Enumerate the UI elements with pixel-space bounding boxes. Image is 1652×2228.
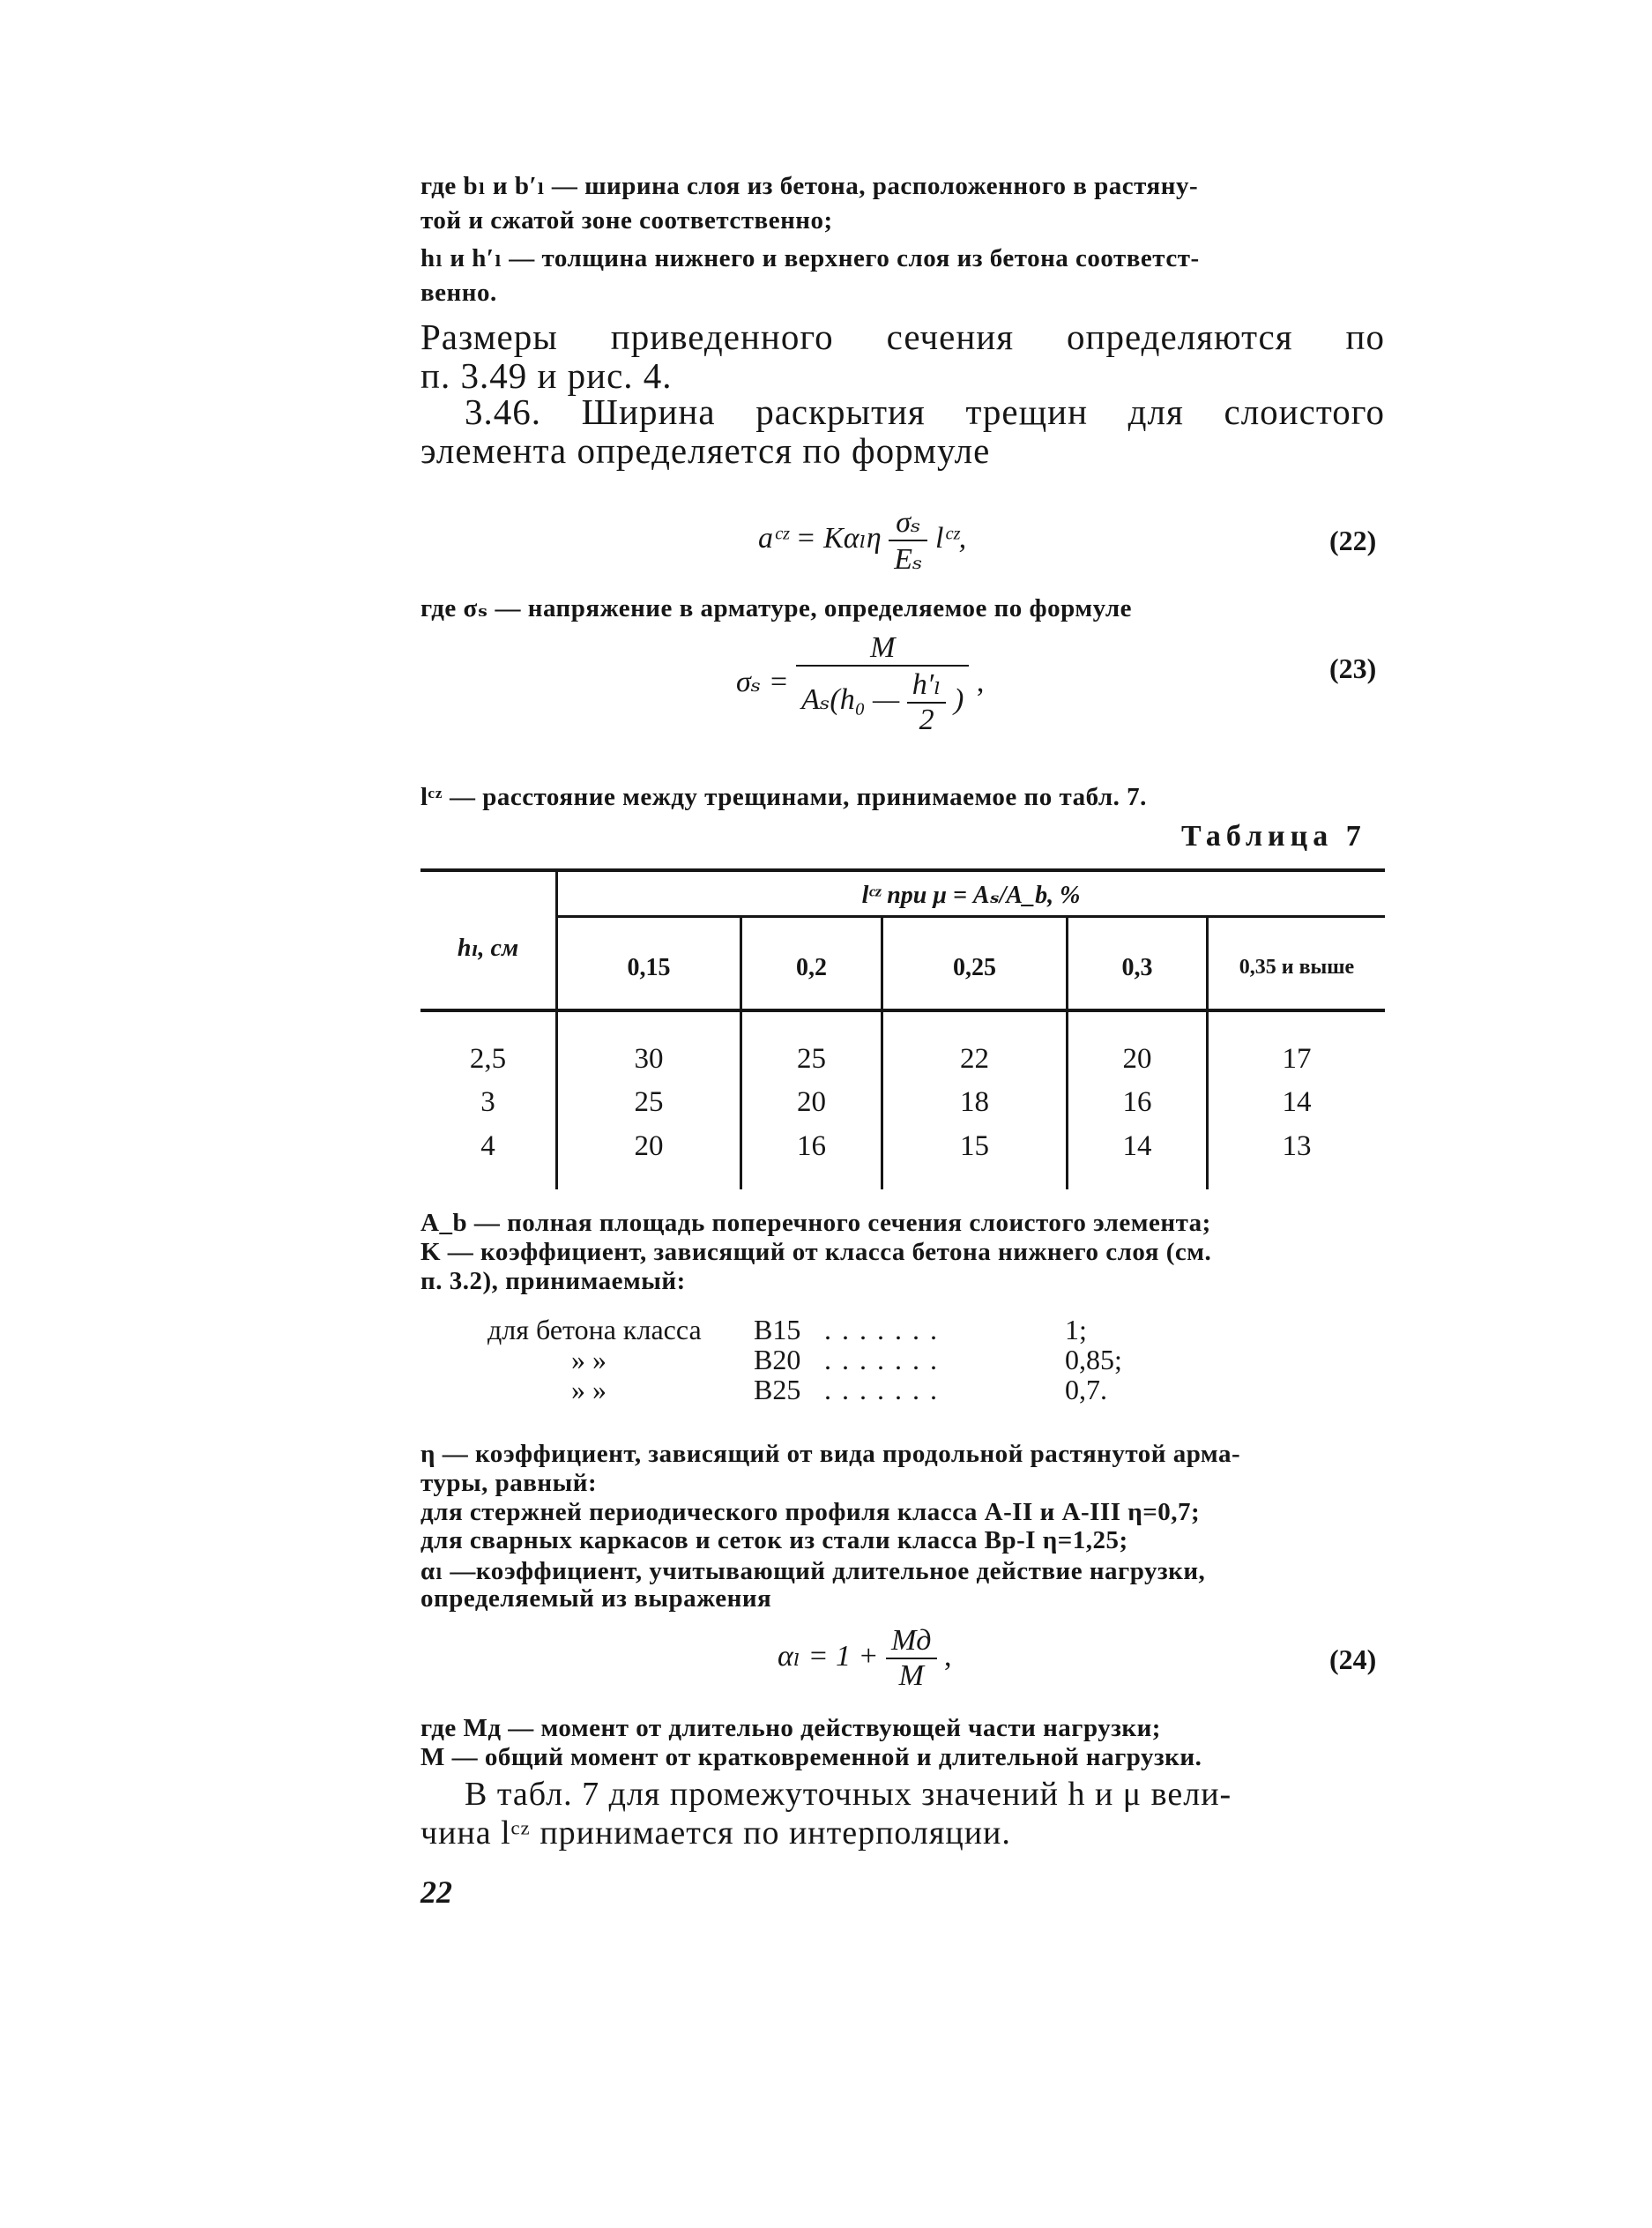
table-cell: 25: [634, 1086, 664, 1118]
table-cell: 22: [960, 1043, 989, 1075]
equation-24: [778, 1624, 952, 1693]
paragraph-1-line-1: Размеры приведенного сечения определяются по: [420, 317, 1385, 357]
table-cell: 20: [797, 1086, 826, 1118]
class-row-value: 0,7.: [1065, 1374, 1107, 1405]
table-cell: 17: [1282, 1043, 1312, 1075]
paragraph-2-line-2: элемента определяется по формуле: [420, 430, 991, 471]
eq24-numerator: Mд: [886, 1624, 937, 1659]
equation-22-number: (22): [1329, 525, 1377, 556]
table-cell: 18: [960, 1086, 989, 1118]
final-def-line-2: M — общий момент от кратковременной и длительной нагрузки.: [420, 1743, 1202, 1771]
equation-24-number: (24): [1329, 1643, 1377, 1675]
def-line-2: той и сжатой зоне соответственно;: [420, 206, 833, 235]
final-def-line-1: где Mд — момент от длительно действующей части нагрузки;: [420, 1714, 1161, 1742]
table-col-header: 0,2: [796, 954, 827, 981]
table-header-rule: [420, 1009, 1385, 1012]
eq23-fraction: [796, 631, 969, 737]
eta-line-4: для сварных каркасов и сеток из стали класса Вр-I η=1,25;: [420, 1526, 1128, 1554]
lcz-definition: lᶜᶻ — расстояние между трещинами, принимаемое по табл. 7.: [420, 783, 1147, 811]
page-number: 22: [420, 1874, 452, 1910]
class-row-value: 1;: [1065, 1314, 1087, 1345]
table-row-header: hₗ, см: [457, 935, 519, 962]
class-row-left: для бетона класса: [487, 1314, 702, 1345]
class-row-dots: . . . . . . .: [824, 1374, 939, 1405]
class-row-class: B20: [754, 1344, 801, 1375]
paragraph-1-line-2: п. 3.49 и рис. 4.: [420, 355, 673, 396]
eta-line-6: определяемый из выражения: [420, 1584, 772, 1613]
eq24-lhs: αₗ = 1 +: [778, 1639, 879, 1673]
table-cell-h: 3: [480, 1086, 495, 1118]
eq22-denominator: Eₛ: [894, 543, 923, 576]
class-row-value: 0,85;: [1065, 1344, 1122, 1375]
table-col-header: 0,25: [953, 954, 996, 981]
eq22-fraction: [889, 504, 927, 577]
table-cell: 20: [1122, 1043, 1152, 1075]
eq23-lhs: σₛ =: [736, 665, 789, 698]
eta-line-1: η — коэффициент, зависящий от вида продольной растянутой арма-: [420, 1440, 1241, 1468]
eq24-fraction: [886, 1624, 937, 1693]
eq22-numerator: σₛ: [889, 504, 927, 541]
table-cell: 15: [960, 1130, 989, 1162]
eta-line-3: для стержней периодического профиля класса А-II и А-III η=0,7;: [420, 1498, 1201, 1526]
table-cell: 13: [1282, 1130, 1312, 1162]
equation-23-number: (23): [1329, 652, 1377, 684]
class-row-class: B25: [754, 1374, 801, 1405]
eq24-tail: ,: [944, 1639, 952, 1673]
table-col-header: 0,3: [1121, 954, 1153, 981]
equation-23: [736, 631, 984, 737]
table-cell: 14: [1122, 1130, 1152, 1162]
def-line-3: hₗ и h′ₗ — толщина нижнего и верхнего слоя из бетона соответст-: [420, 244, 1200, 272]
eq22-lhs: aᶜᶻ = Kαₗη: [758, 521, 882, 555]
def-line-4: венно.: [420, 279, 497, 307]
class-row-class: B15: [754, 1314, 801, 1345]
class-row-left: » »: [571, 1344, 606, 1375]
eq22-rhs: lᶜᶻ,: [934, 521, 967, 555]
eq23-inner-denominator: 2: [919, 704, 934, 736]
table-cell: 25: [797, 1043, 826, 1075]
table-cell: 16: [797, 1130, 826, 1162]
eq23-numerator: M: [796, 631, 969, 667]
eq23-inner-fraction: [907, 667, 947, 737]
table-cell: 30: [634, 1043, 664, 1075]
k-definition-line-2: п. 3.2), принимаемый:: [420, 1267, 686, 1295]
def-line-1: где bₗ и b′ₗ — ширина слоя из бетона, расположенного в растяну-: [420, 172, 1199, 200]
table-cell: 16: [1122, 1086, 1152, 1118]
table-cell-h: 4: [480, 1130, 495, 1162]
table-col-header: 0,35 и выше: [1239, 956, 1355, 979]
table-col-header: 0,15: [627, 954, 671, 981]
equation-22: [758, 504, 966, 577]
eq23-inner-numerator: h′ₗ: [907, 667, 947, 704]
class-row-dots: . . . . . . .: [824, 1314, 939, 1345]
eq23-den-right: ): [953, 682, 964, 716]
class-row-dots: . . . . . . .: [824, 1344, 939, 1375]
table-cell: 14: [1282, 1086, 1312, 1118]
sigma-definition: где σₛ — напряжение в арматуре, определяемое по формуле: [420, 594, 1132, 622]
eq24-denominator: M: [898, 1659, 924, 1692]
table-top-rule: [420, 868, 1385, 872]
eq23-den-left: Aₛ(h₀ —: [801, 682, 900, 716]
paragraph-2-line-1: 3.46. Ширина раскрытия трещин для слоистого: [465, 391, 1385, 432]
table-caption: Таблица 7: [1181, 820, 1366, 853]
table-group-header: lᶜᶻ при μ = Aₛ/A_b, %: [861, 882, 1081, 909]
ab-definition: A_b — полная площадь поперечного сечения слоистого элемента;: [420, 1209, 1211, 1237]
table-group-rule: [557, 915, 1385, 918]
paragraph-3-line-2: чина lᶜᶻ принимается по интерполяции.: [420, 1814, 1011, 1852]
class-row-left: » »: [571, 1374, 606, 1405]
eq23-denominator: [796, 667, 969, 737]
table-cell-h: 2,5: [469, 1043, 507, 1075]
table-cell: 20: [634, 1130, 664, 1162]
eq23-tail: ,: [976, 665, 985, 698]
paragraph-3-line-1: В табл. 7 для промежуточных значений h и μ вели-: [465, 1776, 1232, 1813]
eta-line-5: αₗ —коэффициент, учитывающий длительное действие нагрузки,: [420, 1557, 1206, 1585]
eta-line-2: туры, равный:: [420, 1469, 598, 1497]
k-definition-line-1: K — коэффициент, зависящий от класса бетона нижнего слоя (см.: [420, 1238, 1212, 1266]
